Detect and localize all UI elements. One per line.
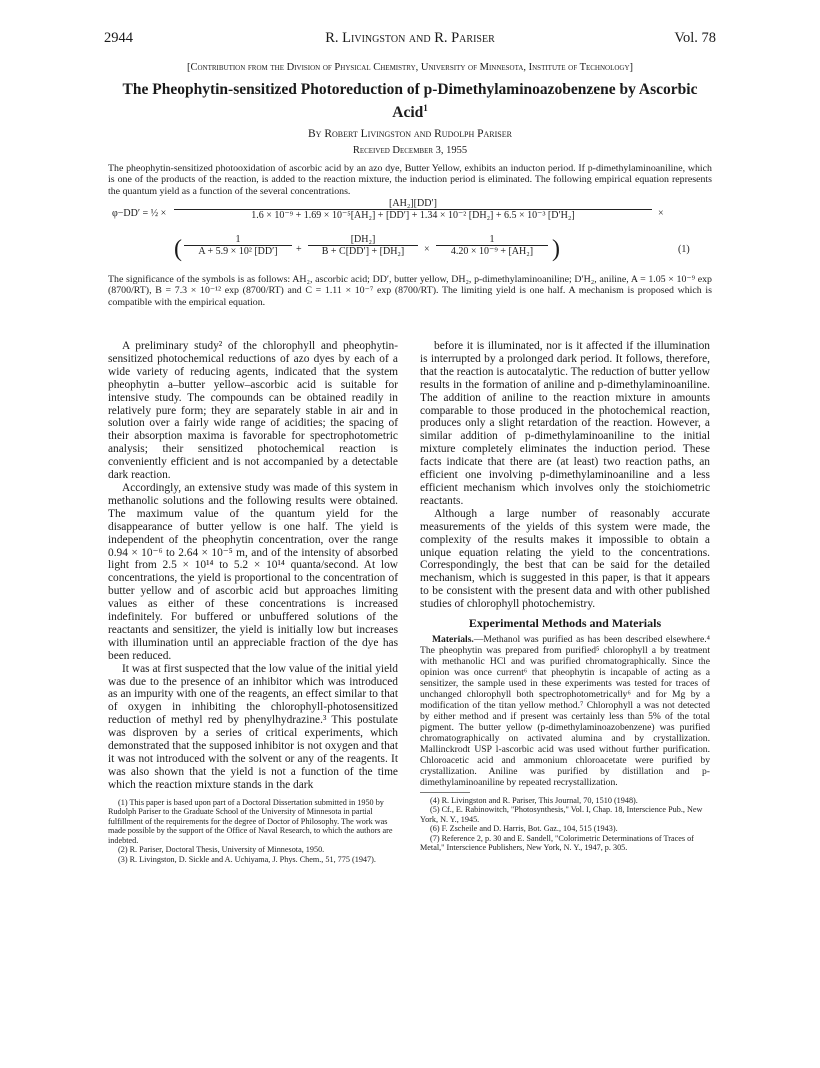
fraction-c (436, 234, 548, 257)
numerator-a: 1 (235, 234, 241, 245)
fraction-1 (174, 198, 652, 221)
footnote-rule (420, 792, 470, 793)
abstract-part-2: The significance of the symbols is as follows: AH₂, ascorbic acid; DD′, butter yellow, DH₂, p-dimethylaminoaniline; D′H₂, aniline, A = 1.05 × 10⁻⁹ exp (8700/RT), B = 7.3 × 10⁻¹² exp (8700/RT) and C = 1.11 × 10⁻⁷ exp (8700/RT). The limiting yield is one half. A mechanism is proposed which is compatible with the empirical equation. (108, 274, 712, 308)
close-paren: ) (552, 236, 560, 262)
left-column (108, 340, 398, 864)
footnote: (5) Cf., E. Rabinowitch, "Photosynthesis," Vol. I, Chap. 18, Interscience Pub., New York, N. Y., 1945. (420, 805, 703, 824)
footnote: (4) R. Livingston and R. Pariser, This Journal, 70, 1510 (1948). (430, 795, 638, 805)
footnote: (2) R. Pariser, Doctoral Thesis, University of Minnesota, 1950. (118, 845, 325, 855)
title-text: The Pheophytin-sensitized Photoreduction of p-Dimethylaminoazobenzene by Ascorbic Acid (122, 81, 698, 122)
article-title (104, 80, 716, 122)
empirical-equation (112, 198, 708, 268)
times-sign-1: × (658, 208, 664, 219)
denominator-a: A + 5.9 × 10² [DD′] (184, 245, 292, 257)
footnotes-left (108, 798, 398, 865)
footnote: (6) F. Zscheile and D. Harris, Bot. Gaz., 104, 515 (1943). (430, 824, 618, 834)
open-paren: ( (174, 236, 182, 262)
body-paragraph: A preliminary study² of the chlorophyll and pheophytin-sensitized photochemical reductions of azo dyes by each of a wide variety of reducing agents, indicated that the system pheophytin a–butter yellow–ascorbic acid is suitable for intensive study. The compounds can be obtained readily in relatively pure form; they are separately stable in air and in solution over a fairly wide range of acidities; the spacing of their absorption maxima is favorable for spectrophotometric analysis; their sensitized photochemical reaction is conveniently efficient and is not accompanied by a detectable dark reaction. (108, 340, 398, 482)
denominator-c: 4.20 × 10⁻⁹ + [AH₂] (436, 245, 548, 257)
page-number: 2944 (104, 30, 133, 46)
volume-label: Vol. 78 (674, 30, 716, 46)
denominator-b: B + C[DD′] + [DH₂] (308, 245, 418, 257)
running-header (104, 30, 716, 50)
abstract-part-1: The pheophytin-sensitized photooxidation of ascorbic acid by an azo dye, Butter Yellow, exhibits an inducton period. If p-dimethylaminoaniline, which is one of the products of the reaction, is added to the reaction mixture, the induction period is eliminated. The following empirical equation represents the quantum yield as a function of the several concentrations. (108, 163, 712, 197)
body-paragraph: Although a large number of reasonably accurate measurements of the yields of this system were made, the complexity of the results makes it impossible to obtain a unique equation relating the yield to the concentrations. Correspondingly, the best that can be said for the detailed mechanism, which is suggested in this paper, is that it appears to be consistent with the present data and with other published studies of chlorophyll photochemistry. (420, 507, 710, 611)
materials-lead: Materials. (432, 633, 474, 645)
materials-paragraph (420, 634, 710, 788)
body-paragraph: Accordingly, an extensive study was made of this system in methanolic solutions and the following results were obtained. The maximum value of the quantum yield for the disappearance of butter yellow is one half. The yield is independent of the pheophytin concentration, over the range 0.94 × 10⁻⁶ to 2.64 × 10⁻⁵ m, and of the intensity of absorbed light from 2.5 × 10¹⁴ to 5.2 × 10¹⁴ quanta/second. At low concentrations, the yield is proportional to the concentration of butter yellow and of ascorbic acid but approaches limiting values as either of these concentrations is increased indefinitely. For buffered or unbuffered solutions of the reactants and sensitizer, the yield is initially low but increases with illumination until an appreciable fraction of the dye has been reduced. (108, 481, 398, 662)
section-heading: Experimental Methods and Materials (468, 616, 662, 631)
materials-text-block (420, 634, 710, 788)
footnote: (1) This paper is based upon part of a Doctoral Dissertation submitted in 1950 by Rudolph Pariser to the Graduate School of the University of Minnesota in partial fulfillment of the requirements for the degree of Doctor of Philosophy. The work was made possible by the support of the Office of Naval Research, to which the authors are indebted. (108, 797, 393, 845)
plus-sign: + (296, 244, 302, 255)
footnotes-right (420, 796, 710, 853)
running-head: R. Livingston and R. Pariser (325, 30, 495, 46)
right-column (420, 340, 710, 853)
body-paragraph: It was at first suspected that the low value of the initial yield was due to the presence of an inhibitor which was introduced as an impurity with one of the reagents, an effect similar to that of oxygen in inhibiting the chlorophyll-photosensitized reduction of methyl red by phenylhydrazine.³ This postulate was disproven by a series of critical experiments, which demonstrated that the supposed inhibitor is not oxygen and that it was not introduced with the solvent or any of the reagents. It was also shown that the yield is not a function of the time which the reaction mixture stands in the dark (108, 662, 398, 791)
equation-number: (1) (678, 244, 690, 255)
equation-lhs: φ−DD′ = ½ × (112, 208, 167, 219)
contribution-line: [Contribution from the Division of Physical Chemistry, University of Minnesota, Institute of Technology] (186, 62, 634, 73)
numerator-1: [AH₂][DD′] (389, 198, 437, 209)
numerator-c: 1 (489, 234, 495, 245)
materials-text: —Methanol was purified as has been described elsewhere.⁴ The pheophytin was prepared from purified⁵ chlorophyll a by treatment with methanolic HCl and was purified chromatographically. Since the opinion was once current⁶ that pheophytin is incapable of acting as a sensitizer, the sample used in these experiments was tested for traces of unchanged chlorophyll both spectrophotometrically⁶ and for Mg by a modification of the titan yellow method.⁷ Chlorophyll a was not detected by either method and if present was certainly less than 5% of the total pigment. The butter yellow (p-dimethylaminoazobenzene) was purified chromatographically on activated alumina and by crystallization. Mallinckrodt USP l-ascorbic acid was used without further purification. Chloroacetic acid and ammonium chloroacetate were purified by crystallization. Aniline was purified by distillation and p-dimethylaminoaniline by repeated recrystallization. (420, 633, 710, 788)
denominator-1: 1.6 × 10⁻⁹ + 1.69 × 10⁻⁵[AH₂] + [DD′] + 1.34 × 10⁻² [DH₂] + 6.5 × 10⁻³ [D′H₂] (174, 209, 652, 221)
received-date: Received December 3, 1955 (352, 145, 468, 156)
times-sign-2: × (424, 244, 430, 255)
fraction-a (184, 234, 292, 257)
footnote: (3) R. Livingston, D. Sickle and A. Uchiyama, J. Phys. Chem., 51, 775 (1947). (118, 854, 376, 864)
title-footnote-mark: 1 (423, 103, 428, 113)
author-line: By Robert Livingston and Rudolph Pariser (308, 128, 512, 140)
footnote: (7) Reference 2, p. 30 and E. Sandell, "Colorimetric Determinations of Traces of Metal," Interscience Publishers, New York, N. Y., 1947, p. 305. (420, 833, 694, 853)
numerator-b: [DH₂] (350, 234, 376, 245)
body-paragraph: before it is illuminated, nor is it affected if the illumination is interrupted by a prolonged dark period. It follows, therefore, that the reaction is autocatalytic. The reduction of butter yellow results in the formation of aniline and p-dimethylaminoaniline. The addition of aniline to the reaction mixture in amounts comparable to those produced in the photochemical reaction, produces only a slight retardation of the reaction. However, a similar addition of p-dimethylaminoaniline to the initial mixture completely eliminates the induction period. These facts indicate that there are (at least) two reaction paths, an efficient one involving p-dimethylaminoaniline and a less efficient mechanism which involves only the stoichiometric reactants. (420, 340, 710, 507)
fraction-b (308, 234, 418, 257)
